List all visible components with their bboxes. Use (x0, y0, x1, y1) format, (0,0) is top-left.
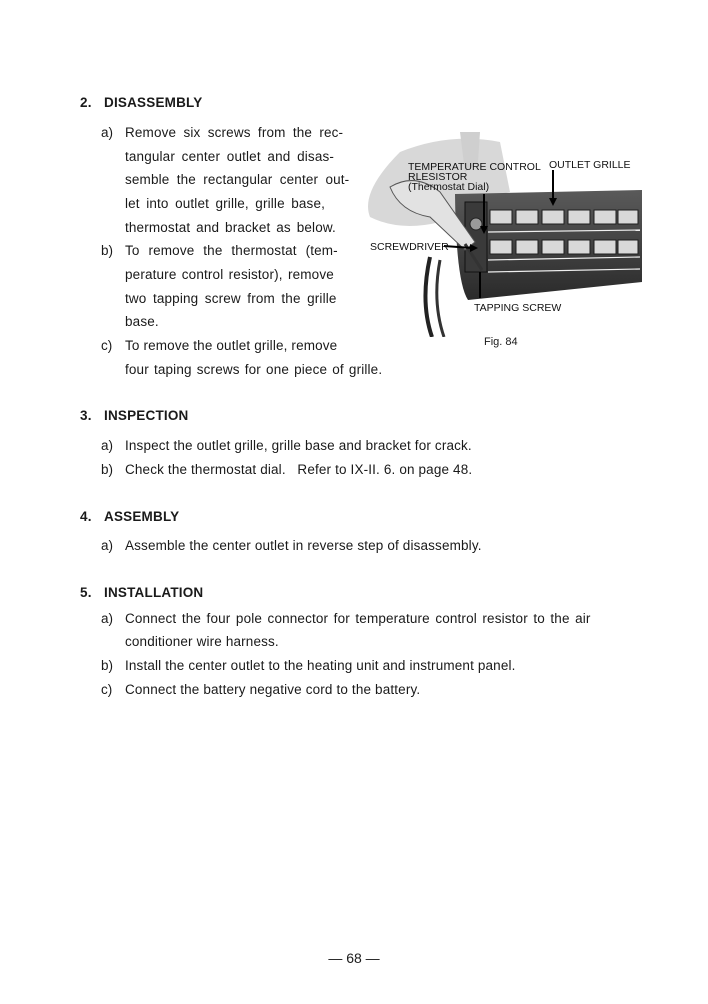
section-title: ASSEMBLY (104, 509, 180, 524)
text-line: four taping screws for one piece of grille. (125, 362, 383, 377)
section-title: INSTALLATION (104, 585, 204, 600)
item-marker: a) (101, 538, 114, 553)
figure-label-outlet-grille: OUTLET GRILLE (549, 159, 631, 171)
text-line: semble the rectangular center out- (125, 172, 350, 187)
text-line: Connect the four pole connector for temperature control resistor to the air (125, 611, 591, 626)
text-line: two tapping screw from the grille (125, 291, 337, 306)
page-number: — 68 — (328, 950, 380, 966)
text-line: perature control resistor), remove (125, 267, 334, 282)
item-marker: a) (101, 438, 114, 453)
text-line: Install the center outlet to the heating unit and instrument panel. (125, 658, 516, 673)
figure-label-resistor: RLESISTOR (408, 171, 468, 183)
figure-label-temperature-control: TEMPERATURE CONTROL (408, 161, 541, 173)
text-line: let into outlet grille, grille base, (125, 196, 325, 211)
section-5-heading (80, 585, 203, 600)
section-number: 4. (80, 509, 92, 524)
section-number: 5. (80, 585, 92, 600)
section-title: DISASSEMBLY (104, 95, 203, 110)
section-number: 2. (80, 95, 92, 110)
section-title: INSPECTION (104, 408, 189, 423)
item-marker: b) (101, 243, 114, 258)
item-marker: c) (101, 338, 113, 353)
text-line: To remove the outlet grille, remove (125, 338, 338, 353)
item-marker: b) (101, 462, 114, 477)
text-line: thermostat and bracket as below. (125, 220, 336, 235)
section-2-heading (80, 95, 202, 110)
text-line: Inspect the outlet grille, grille base and bracket for crack. (125, 438, 472, 453)
figure-caption: Fig. 84 (484, 336, 518, 348)
text-line: Connect the battery negative cord to the battery. (125, 682, 421, 697)
text-line: Assemble the center outlet in reverse step of disassembly. (125, 538, 482, 553)
text-line: conditioner wire harness. (125, 634, 279, 649)
figure-label-thermostat-dial: (Thermostat Dial) (408, 181, 490, 193)
item-marker: b) (101, 658, 114, 673)
section-4-heading (80, 509, 179, 524)
figure-label-screwdriver: SCREWDRIVER (370, 241, 449, 253)
figure-label-tapping-screw: TAPPING SCREW (474, 302, 562, 314)
item-marker: c) (101, 682, 113, 697)
item-marker: a) (101, 125, 114, 140)
section-3-heading (80, 408, 189, 423)
section-number: 3. (80, 408, 92, 423)
text-line: Remove six screws from the rec- (125, 125, 344, 140)
text-line: To remove the thermostat (tem- (125, 243, 338, 258)
text-line: base. (125, 314, 159, 329)
text-line: Check the thermostat dial. Refer to IX-II. 6. on page 48. (125, 462, 473, 477)
text-line: tangular center outlet and disas- (125, 149, 335, 164)
item-marker: a) (101, 611, 114, 626)
